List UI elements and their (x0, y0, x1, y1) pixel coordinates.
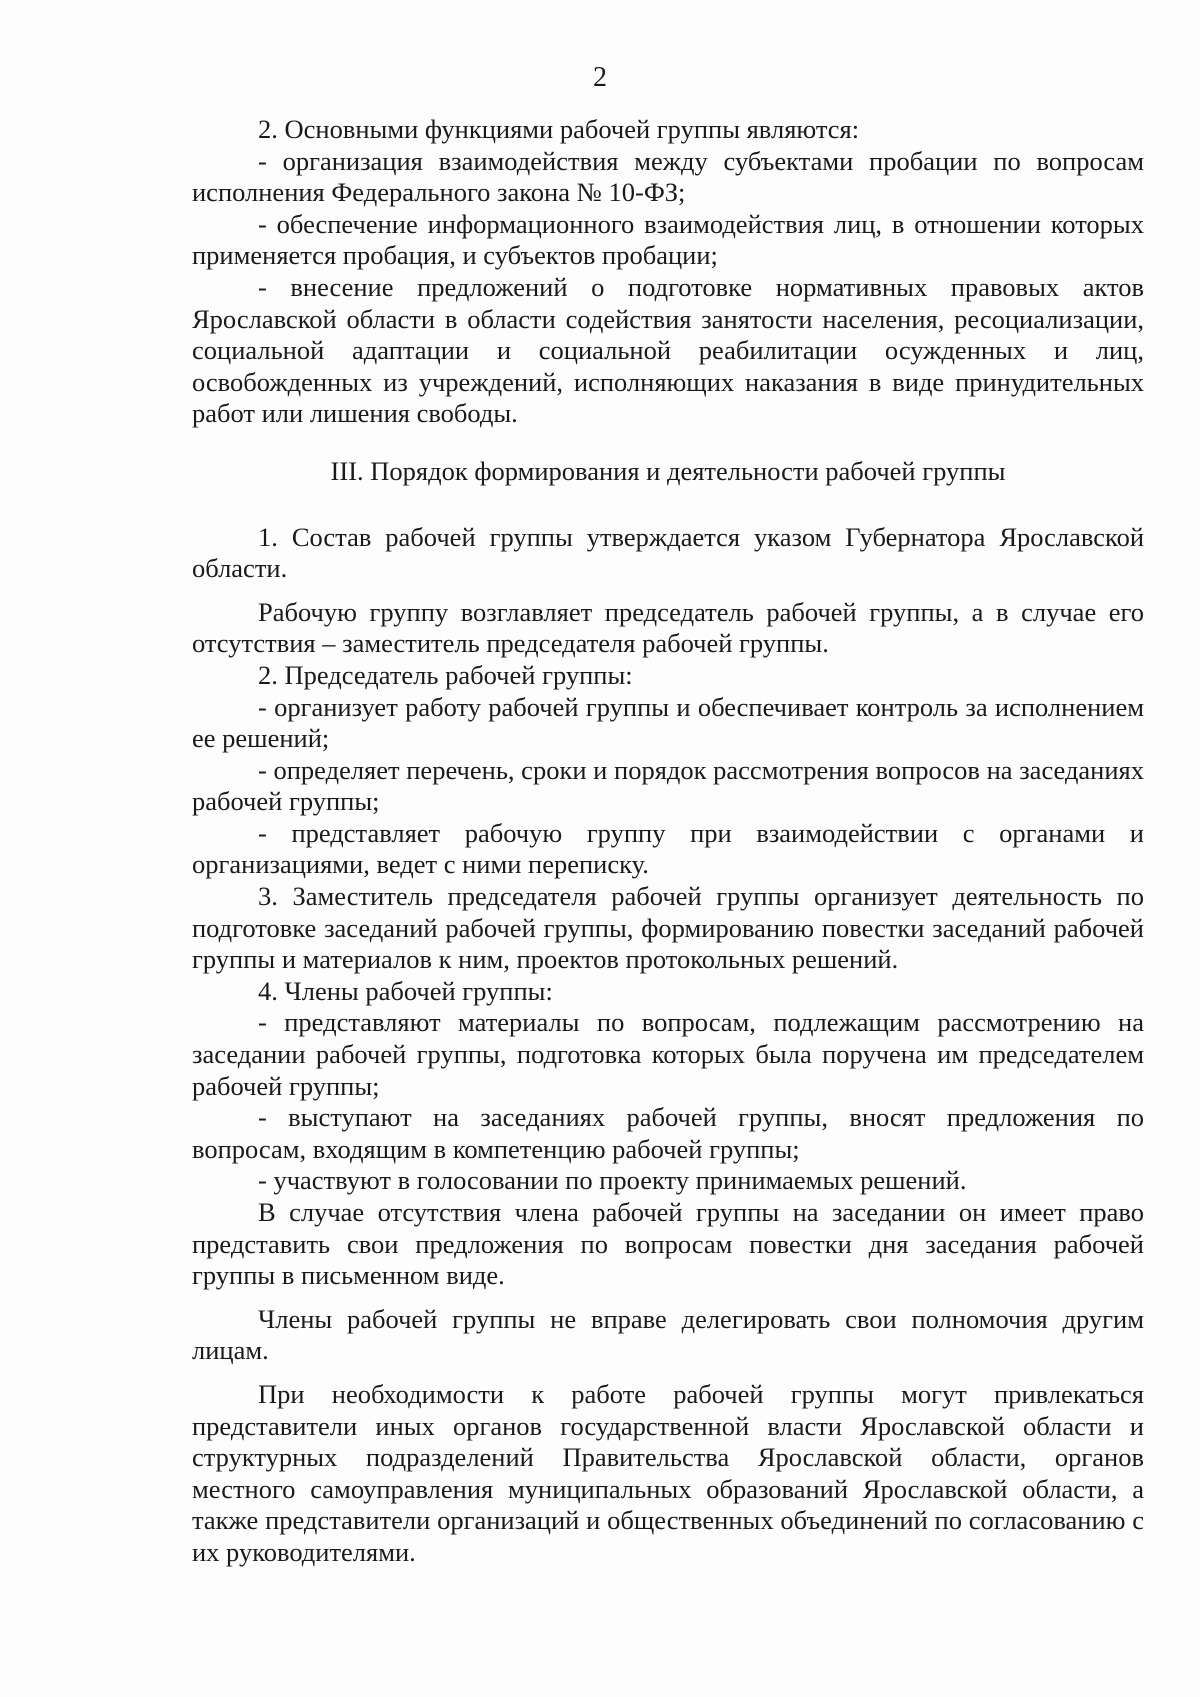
absence-paragraph: В случае отсутствия члена рабочей группы на заседании он имеет право представить свои предложения по вопросам повестки дня заседания рабочей группы в письменном виде. (192, 1197, 1144, 1291)
function-item-2: - обеспечение информационного взаимодействия лиц, в отношении которых применяется пробация, и субъектов пробации; (192, 208, 1144, 271)
chairman-intro: 2. Председатель рабочей группы: (258, 659, 633, 690)
member-duty-2: - выступают на заседаниях рабочей группы, вносят предложения по вопросам, входящим в компетенцию рабочей группы; (192, 1102, 1144, 1164)
composition-paragraph: 1. Состав рабочей группы утверждается указом Губернатора Ярославской области. (192, 521, 1144, 584)
function-item-1: - организация взаимодействия между субъектами пробации по вопросам исполнения Федерального закона № 10-ФЗ; (192, 145, 1144, 208)
involvement-paragraph: При необходимости к работе рабочей группы могут привлекаться представители иных органов государственной власти Ярославской области и структурных подразделений Правительства Ярославской области, органов местного самоуправления муниципальных образований Ярославской области, а также представители организаций и общественных объединений по согласованию с их руководителями. (192, 1378, 1144, 1567)
document-body (192, 114, 1144, 1569)
chairman-duty-3: - представляет рабочую группу при взаимодействии с органами и организациями, ведет с ними переписку. (192, 817, 1144, 880)
section-heading: III. Порядок формирования и деятельности рабочей группы (330, 455, 1006, 486)
function-item-3: - внесение предложений о подготовке нормативных правовых актов Ярославской области в области содействия занятости населения, ресоциализации, социальной адаптации и социальной реабилитации осужденных и лиц, освобожденных из учреждений, исполняющих наказания в виде принудительных работ или лишения свободы. (192, 271, 1144, 429)
page-number: 2 (593, 62, 607, 93)
chairman-duty-2: - определяет перечень, сроки и порядок рассмотрения вопросов на заседаниях рабочей группы; (192, 754, 1144, 817)
functions-intro: 2. Основными функциями рабочей группы являются: (258, 114, 860, 144)
member-duty-3: - участвуют в голосовании по проекту принимаемых решений. (258, 1165, 967, 1196)
delegation-paragraph: Члены рабочей группы не вправе делегировать свои полномочия другим лицам. (192, 1303, 1144, 1366)
leadership-paragraph: Рабочую группу возглавляет председатель рабочей группы, а в случае его отсутствия – заместитель председателя рабочей группы. (192, 596, 1144, 659)
deputy-paragraph: 3. Заместитель председателя рабочей группы организует деятельность по подготовке заседаний рабочей группы, формированию повестки заседаний рабочей группы и материалов к ним, проектов протокольных решений. (192, 881, 1144, 975)
members-intro: 4. Члены рабочей группы: (258, 975, 553, 1006)
chairman-duty-1: - организует работу рабочей группы и обеспечивает контроль за исполнением ее решений; (192, 691, 1144, 754)
member-duty-1: - представляют материалы по вопросам, подлежащим рассмотрению на заседании рабочей группы, подготовка которых была поручена им председателем рабочей группы; (192, 1007, 1144, 1101)
